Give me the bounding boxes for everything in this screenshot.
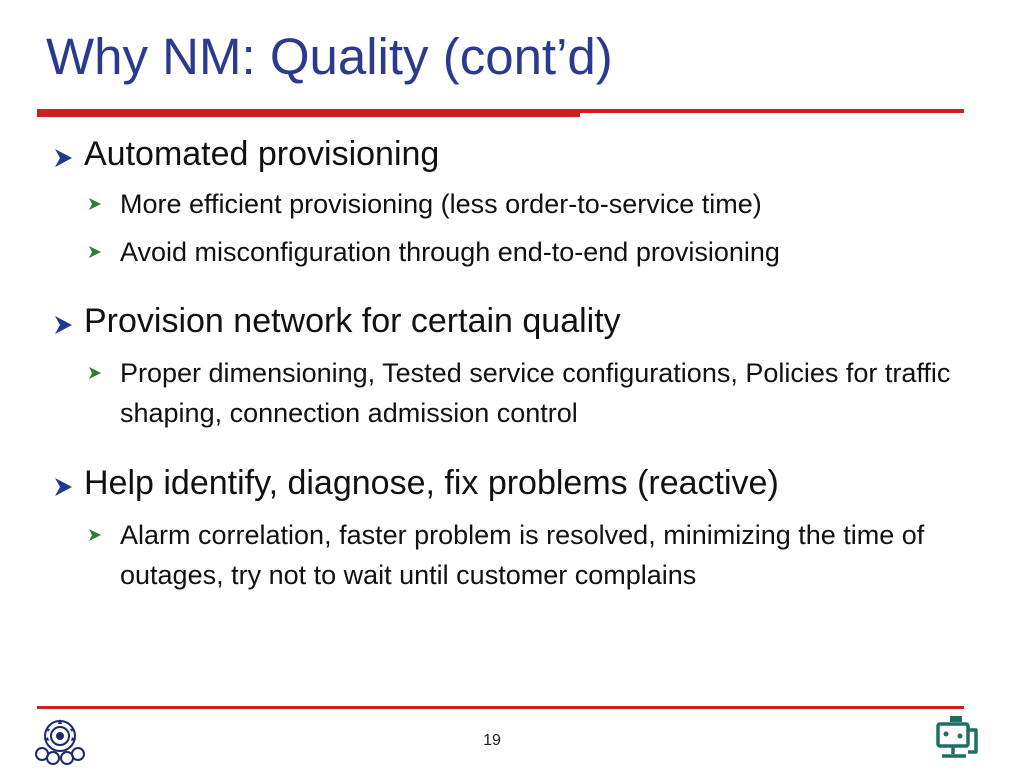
arrow-bullet-icon bbox=[52, 476, 74, 498]
computer-department-logo bbox=[930, 712, 982, 764]
small-arrow-bullet-icon bbox=[87, 527, 103, 543]
sub-bullet-text: More efficient provisioning (less order-to-service time) bbox=[120, 189, 762, 219]
sub-bullet-text: Proper dimensioning, Tested service configurations, Policies for traffic shaping, connection admission control bbox=[120, 358, 951, 428]
sub-bullet-text: Avoid misconfiguration through end-to-end provisioning bbox=[120, 237, 780, 267]
bullet-text: Provision network for certain quality bbox=[84, 302, 621, 340]
small-arrow-bullet-icon bbox=[87, 244, 103, 260]
arrow-bullet-icon bbox=[52, 147, 74, 169]
slide-title: Why NM: Quality (cont’d) bbox=[46, 28, 613, 85]
bullet-text: Help identify, diagnose, fix problems (reactive) bbox=[84, 464, 779, 502]
page-number: 19 bbox=[483, 732, 501, 749]
bullet-text: Automated provisioning bbox=[84, 135, 440, 173]
small-arrow-bullet-icon bbox=[87, 196, 103, 212]
arrow-bullet-icon bbox=[52, 314, 74, 336]
title-divider-accent bbox=[37, 111, 580, 117]
footer-divider bbox=[37, 706, 964, 709]
university-seal-logo bbox=[32, 714, 88, 766]
small-arrow-bullet-icon bbox=[87, 365, 103, 381]
sub-bullet-text: Alarm correlation, faster problem is resolved, minimizing the time of outages, try not to wait until customer complains bbox=[120, 520, 925, 590]
